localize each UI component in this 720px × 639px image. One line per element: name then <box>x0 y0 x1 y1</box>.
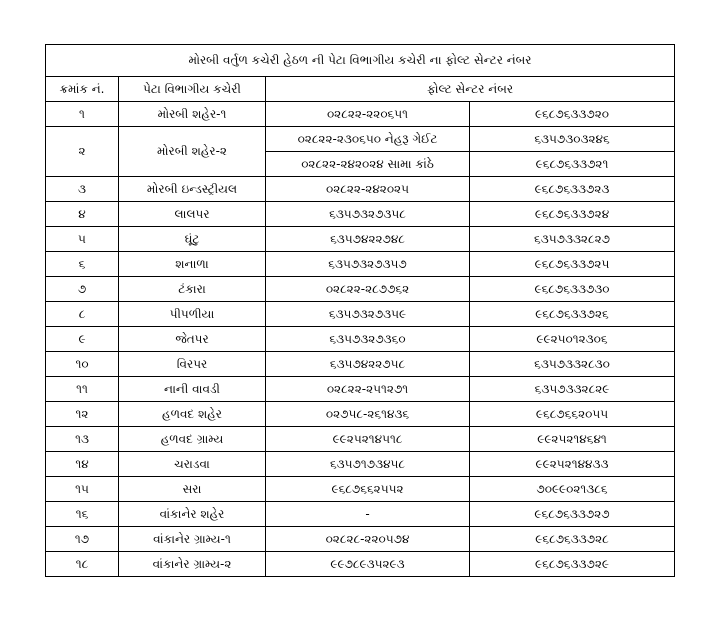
row-phone-mobile: ૯૯૨૫૨૧૪૬૪૧ <box>470 427 675 452</box>
row-office-name: વિરપર <box>119 352 266 377</box>
row-phone-mobile: ૯૬૮૭૬૩૩૭૩૦ <box>470 277 675 302</box>
table-row <box>46 327 675 352</box>
row-office-name: જેતપર <box>119 327 266 352</box>
table-row <box>46 477 675 502</box>
row-phone-mobile: ૯૬૮૭૬૩૩૭૨૮ <box>470 527 675 552</box>
row-office-name: સરા <box>119 477 266 502</box>
table-row <box>46 127 675 152</box>
table-row <box>46 102 675 127</box>
table-row <box>46 277 675 302</box>
row-phone-primary: ૯૯૭૮૯૩૫૨૯૩ <box>266 552 470 577</box>
row-serial-number: ૨ <box>46 127 119 177</box>
row-office-name: પીપળીયા <box>119 302 266 327</box>
row-phone-primary: ૬૩૫૭૩૨૭૩૫૭ <box>266 252 470 277</box>
row-office-name: ઘૂંટુ <box>119 227 266 252</box>
row-serial-number: ૧૧ <box>46 377 119 402</box>
row-office-name: હળવદ ગ્રામ્ય <box>119 427 266 452</box>
row-phone-primary: ૬૩૫૭૪૨૨૭૪૮ <box>266 227 470 252</box>
table-row <box>46 302 675 327</box>
row-phone-primary: - <box>266 502 470 527</box>
row-serial-number: ૧૪ <box>46 452 119 477</box>
row-phone-primary: ૬૩૫૭૧૭૩૪૫૮ <box>266 452 470 477</box>
table-row <box>46 252 675 277</box>
row-phone-primary: ૦૨૮૨૮-૨૨૦૫૭૪ <box>266 527 470 552</box>
row-phone-mobile: ૯૬૮૭૬૩૩૭૨૯ <box>470 552 675 577</box>
row-phone-primary: ૯૯૨૫૨૧૪૫૧૮ <box>266 427 470 452</box>
row-serial-number: ૫ <box>46 227 119 252</box>
row-phone-primary: ૦૨૮૨૨-૨૮૭૭૬૨ <box>266 277 470 302</box>
row-office-name: વાંકાનેર ગ્રામ્ય-૨ <box>119 552 266 577</box>
row-office-name: વાંકાનેર શહેર <box>119 502 266 527</box>
table-row <box>46 377 675 402</box>
row-office-name: ટંકારા <box>119 277 266 302</box>
header-serial: ક્રમાંક નં. <box>46 77 119 102</box>
table-body <box>46 102 675 577</box>
row-phone-primary: ૦૨૮૨૨-૨૨૦૬૫૧ <box>266 102 470 127</box>
row-phone-primary: ૦૨૮૨૨-૨૪૨૦૨૫ <box>266 177 470 202</box>
row-phone-mobile: ૬૩૫૭૩૩૨૮૨૯ <box>470 377 675 402</box>
table-row <box>46 452 675 477</box>
row-phone-primary: ૦૨૭૫૮-૨૬૧૪૩૬ <box>266 402 470 427</box>
row-office-name: મોરબી શહેર-૨ <box>119 127 266 177</box>
row-phone-mobile: ૬૩૫૭૩૦૩૨૪૬ <box>470 127 675 152</box>
row-phone-mobile: ૯૬૮૭૬૩૩૭૨૬ <box>470 302 675 327</box>
row-serial-number: ૧૭ <box>46 527 119 552</box>
row-serial-number: ૩ <box>46 177 119 202</box>
row-phone-mobile: ૯૬૮૭૬૩૩૭૨૫ <box>470 252 675 277</box>
row-office-name: શનાળા <box>119 252 266 277</box>
row-office-name: ચરાડવા <box>119 452 266 477</box>
table-row <box>46 227 675 252</box>
row-phone-mobile: ૬૩૫૭૩૩૨૮૩૦ <box>470 352 675 377</box>
row-office-name: વાંકાનેર ગ્રામ્ય-૧ <box>119 527 266 552</box>
row-serial-number: ૧૦ <box>46 352 119 377</box>
row-phone-mobile: ૯૬૮૭૬૩૩૭૨૪ <box>470 202 675 227</box>
header-fault-center: ફોલ્ટ સેન્ટર નંબર <box>266 77 675 102</box>
table-row <box>46 427 675 452</box>
row-phone-mobile: ૭૦૯૯૦૨૧૩૮૬ <box>470 477 675 502</box>
row-office-name: હળવદ શહેર <box>119 402 266 427</box>
table-row <box>46 527 675 552</box>
row-serial-number: ૯ <box>46 327 119 352</box>
row-serial-number: ૬ <box>46 252 119 277</box>
row-phone-mobile: ૬૩૫૭૩૩૨૮૨૭ <box>470 227 675 252</box>
row-phone-mobile: ૯૬૮૭૬૬૨૦૫૫ <box>470 402 675 427</box>
header-office: પેટા વિભાગીય કચેરી <box>119 77 266 102</box>
row-serial-number: ૪ <box>46 202 119 227</box>
row-phone-mobile: ૯૯૨૫૨૧૪૪૩૩ <box>470 452 675 477</box>
table-title: મોરબી વર્તુળ કચેરી હેઠળ ની પેટા વિભાગીય કચેરી ના ફોલ્ટ સેન્ટર નંબર <box>46 45 675 77</box>
row-phone-mobile: ૯૯૨૫૦૧૨૩૦૬ <box>470 327 675 352</box>
row-office-name: મોરબી ઇન્ડસ્ટ્રીયલ <box>119 177 266 202</box>
row-serial-number: ૭ <box>46 277 119 302</box>
row-phone-mobile: ૯૬૮૭૬૩૩૭૨૦ <box>470 102 675 127</box>
table-row <box>46 402 675 427</box>
row-serial-number: ૧૩ <box>46 427 119 452</box>
row-office-name: મોરબી શહેર-૧ <box>119 102 266 127</box>
row-phone-mobile: ૯૬૮૭૬૩૩૭૨૧ <box>470 152 675 177</box>
table-row <box>46 552 675 577</box>
table-row <box>46 352 675 377</box>
row-phone-primary: ૦૨૮૨૨-૨૩૦૬૫૦ નેહરૂ ગેઈટ <box>266 127 470 152</box>
row-serial-number: ૧ <box>46 102 119 127</box>
row-office-name: નાની વાવડી <box>119 377 266 402</box>
row-phone-mobile: ૯૬૮૭૬૩૩૭૨૭ <box>470 502 675 527</box>
row-phone-primary: ૬૩૫૭૩૨૭૩૫૯ <box>266 302 470 327</box>
row-phone-primary: ૬૩૫૭૩૨૭૩૫૮ <box>266 202 470 227</box>
row-office-name: લાલપર <box>119 202 266 227</box>
row-serial-number: ૧૨ <box>46 402 119 427</box>
row-phone-primary: ૯૬૮૭૬૬૨૫૫૨ <box>266 477 470 502</box>
row-serial-number: ૮ <box>46 302 119 327</box>
table-row <box>46 502 675 527</box>
row-serial-number: ૧૫ <box>46 477 119 502</box>
row-serial-number: ૧૬ <box>46 502 119 527</box>
table-row <box>46 177 675 202</box>
row-serial-number: ૧૮ <box>46 552 119 577</box>
table-row <box>46 202 675 227</box>
row-phone-primary: ૦૨૮૨૨-૨૫૧૨૭૧ <box>266 377 470 402</box>
row-phone-mobile: ૯૬૮૭૬૩૩૭૨૩ <box>470 177 675 202</box>
row-phone-primary: ૬૩૫૭૪૨૨૭૫૮ <box>266 352 470 377</box>
row-phone-primary: ૦૨૮૨૨-૨૪૨૦૨૪ સામા કાંઠે <box>266 152 470 177</box>
fault-center-table <box>45 44 675 577</box>
row-phone-primary: ૬૩૫૭૩૨૭૩૬૦ <box>266 327 470 352</box>
